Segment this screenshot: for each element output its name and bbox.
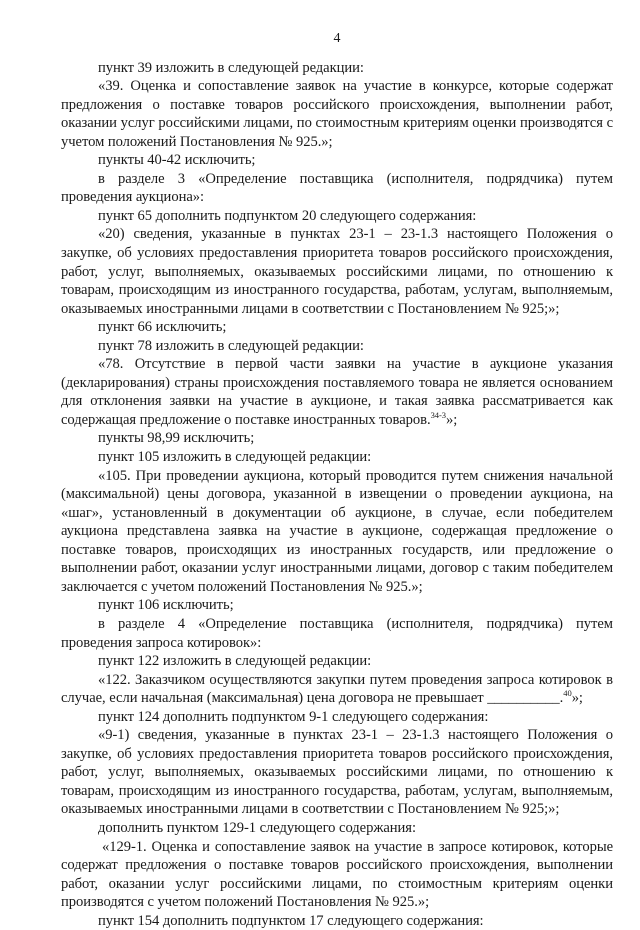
paragraph-p154-instruction: пункт 154 дополнить подпунктом 17 следующего содержания: — [98, 912, 484, 929]
paragraph-p122-text — [61, 671, 613, 708]
paragraph-sub9-1-text: «9-1) сведения, указанные в пунктах 23-1 – 23-1.3 настоящего Положения о закупке, об условиях предоставления приоритета товаров российского происхождения, работ, услуг, выполняемых, оказываемых российскими лицами, по отношению к товарам, происходящим из иностранного государства, работам, услугам, выполняемым, оказываемых иностранными лицами в соответствии с Постановлением № 925;»; — [61, 727, 613, 818]
paragraph-section4-heading: в разделе 4 «Определение поставщика (исполнителя, подрядчика) путем проведения запроса котировок»: — [61, 615, 613, 651]
paragraph-section3-heading: в разделе 3 «Определение поставщика (исполнителя, подрядчика) путем проведения аукциона»: — [61, 170, 613, 206]
paragraph-p122-closing: »; — [571, 690, 583, 707]
footnote-marker: 34-3 — [430, 410, 446, 421]
paragraph-p122-period: . — [559, 690, 564, 707]
paragraph-p98-99-exclude: пункты 98,99 исключить; — [98, 430, 255, 447]
paragraph-p105-text: «105. При проведении аукциона, который проводится путем снижения начальной (максимальной) цены договора, указанной в извещении о проведении аукциона, на «шаг», установленный в документации об аукционе, в случае, если победителем аукциона представлена заявка на участие в аукционе, содержащая предложение о поставке товаров, происходящих из иностранных государств, или предложение о выполнении работ, оказании услуг иностранными лицами, договор с таким победителем заключается с учетом положений Постановления № 925.»; — [61, 467, 613, 595]
paragraph-p78-closing: »; — [445, 411, 458, 428]
paragraph-p65-instruction: пункт 65 дополнить подпунктом 20 следующего содержания: — [98, 207, 477, 224]
paragraph-sub20-text: «20) сведения, указанные в пунктах 23-1 – 23-1.3 настоящего Положения о закупке, об условиях предоставления приоритета товаров российского происхождения, работ, услуг, выполняемых, оказываемых российскими лицами, по отношению к товарам, происходящим из иностранного государства, работам, услугам, выполняемым, оказываемых иностранными лицами в соответствии с Постановлением № 925;»; — [61, 226, 613, 317]
paragraph-p105-instruction: пункт 105 изложить в следующей редакции: — [98, 449, 372, 466]
paragraph-p39-text: «39. Оценка и сопоставление заявок на участие в конкурсе, которые содержат предложения о поставке товаров российского происхождения, выполнении работ, оказании услуг российскими лицами, по стоимостным критериям оценки производятся с учетом положений Постановления № 925.»; — [61, 78, 613, 150]
paragraph-p106-exclude: пункт 106 исключить; — [98, 597, 234, 614]
paragraph-p129-1-text: «129-1. Оценка и сопоставление заявок на участие в запросе котировок, которые содержат предложения о поставке товаров российского происхождения, выполнении работ, оказании услуг российскими лицами, по стоимостным критериям оценки производятся с учетом положений Постановления № 925.»; — [61, 838, 613, 911]
blank-line: __________ — [487, 690, 560, 707]
footnote-marker: 40 — [563, 688, 572, 699]
paragraph-p40-42-exclude: пункты 40-42 исключить; — [98, 152, 256, 169]
paragraph-p122-instruction: пункт 122 изложить в следующей редакции: — [98, 653, 372, 670]
paragraph-p66-exclude: пункт 66 исключить; — [98, 319, 227, 336]
paragraph-p78-body: «78. Отсутствие в первой части заявки на участие в аукционе указания (декларирования) страны происхождения поставляемого товара не является основанием для отклонения заявки на участие в аукционе, и такая заявка рассматривается как содержащая предложение о поставке иностранных товаров. — [61, 356, 613, 428]
page-number: 4 — [333, 31, 341, 46]
paragraph-p39-instruction: пункт 39 изложить в следующей редакции: — [98, 59, 364, 76]
paragraph-p122-body: «122. Заказчиком осуществляются закупки путем проведения запроса котировок в случае, если начальная (максимальная) цена договора не превышает — [61, 671, 613, 707]
paragraph-p129-1-instruction: дополнить пунктом 129-1 следующего содержания: — [98, 819, 416, 836]
paragraph-p78-text — [61, 355, 613, 429]
paragraph-p78-instruction: пункт 78 изложить в следующей редакции: — [98, 337, 364, 354]
paragraph-p124-instruction: пункт 124 дополнить подпунктом 9-1 следующего содержания: — [98, 708, 489, 725]
document-page — [61, 30, 613, 930]
